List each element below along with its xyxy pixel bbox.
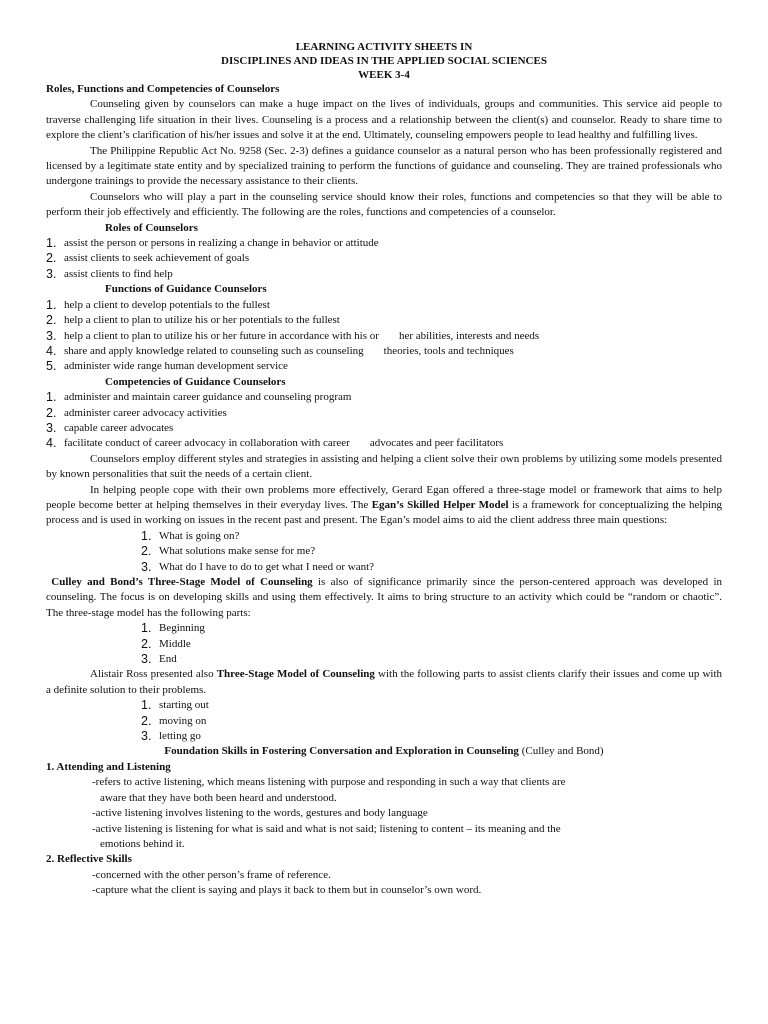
functions-heading: Functions of Guidance Counselors bbox=[105, 283, 267, 296]
culley-parts-list bbox=[46, 621, 722, 667]
roles-heading: Roles of Counselors bbox=[105, 221, 198, 234]
note-line: aware that they have both been heard and understood. bbox=[100, 791, 337, 804]
list-item: 4. facilitate conduct of career advocacy in collaboration with career advocates and peer facilitators bbox=[46, 436, 504, 451]
header-line-1: LEARNING ACTIVITY SHEETS IN bbox=[295, 41, 473, 53]
list-item: 1. Beginning bbox=[141, 621, 205, 636]
list-item: 1. What is going on? bbox=[141, 528, 240, 543]
list-item: 1. help a client to develop potentials to the fullest bbox=[46, 297, 270, 312]
list-item: 3. capable career advocates bbox=[46, 420, 174, 435]
skill-2-notes bbox=[46, 868, 722, 899]
header-line-3: WEEK 3-4 bbox=[358, 69, 410, 81]
foundation-heading: Foundation Skills in Fostering Conversation and Exploration in Counseling (Culley and Bond) bbox=[164, 745, 604, 758]
culley-paragraph: Culley and Bond’s Three-Stage Model of Counseling is also of significance primarily since the person-centered approach was developed in counseling. The focus is on developing skills and using them effectively. It aims to bring structure to an activity which could be “random or chaotic”. The three-stage model has the following parts: bbox=[46, 576, 722, 619]
intro-paragraph-1: Counseling given by counselors can make a huge impact on the lives of individuals, groups and communities. This service aid people to traverse challenging life situation in their lives. Counseling is a process and a relationship between the client(s) and counselor. Ready to share time to explore the client’s clarification of his/her issues and solve it at the end. Ultimately, counseling empowers people to lead healthy and fulfilling lives. bbox=[46, 98, 722, 142]
note-line: -active listening is listening for what is said and what is not said; listening to content – its meaning and the bbox=[92, 822, 561, 835]
egan-questions-list bbox=[46, 529, 722, 575]
list-item: 2. What solutions make sense for me? bbox=[141, 544, 316, 559]
list-item: 5. administer wide range human development service bbox=[46, 359, 288, 374]
list-item: 1. starting out bbox=[141, 698, 209, 713]
intro-paragraph-2: The Philippine Republic Act No. 9258 (Sec. 2-3) defines a guidance counselor as a natural person who has been professionally registered and licensed by a legitimate state entity and by specialized training to perform the functions of guidance and counseling. They are trained professionals who undergone trainings to provide the necessary assistance to their clients. bbox=[46, 144, 722, 188]
section-title: Roles, Functions and Competencies of Counselors bbox=[46, 83, 280, 95]
list-item: 3. What do I have to do to get what I need or want? bbox=[141, 559, 375, 574]
list-item: 3. letting go bbox=[141, 729, 201, 744]
ross-parts-list bbox=[46, 698, 722, 744]
egan-paragraph: In helping people cope with their own problems more effectively, Gerard Egan offered a three-stage model or framework that aims to help people become better at helping themselves in their everyday lives. The Egan’s Skilled Helper Model is a framework for conceptualizing the helping process and is used in working on issues in the recent past and present. The Egan’s model aims to aid the client address three main questions: bbox=[46, 483, 723, 527]
list-item: 1. administer and maintain career guidance and counseling program bbox=[46, 390, 352, 405]
list-item: 3. End bbox=[141, 652, 177, 667]
skill-1-notes bbox=[46, 775, 722, 852]
note-line: -capture what the client is saying and plays it back to them but in counselor’s own word. bbox=[92, 884, 482, 897]
note-line: -refers to active listening, which means listening with purpose and responding in such a way that clients are bbox=[92, 776, 566, 789]
list-item: 2. administer career advocacy activities bbox=[46, 405, 227, 420]
list-item: 2. help a client to plan to utilize his or her potentials to the fullest bbox=[46, 313, 340, 328]
skill-2-title: 2. Reflective Skills bbox=[46, 853, 132, 866]
list-item: 2. moving on bbox=[141, 713, 207, 728]
note-line: -concerned with the other person’s frame of reference. bbox=[92, 868, 331, 881]
header-line-2: DISCIPLINES AND IDEAS IN THE APPLIED SOCIAL SCIENCES bbox=[221, 55, 547, 67]
styles-paragraph: Counselors employ different styles and strategies in assisting and helping a client solve their own problems by utilizing some models presented by known personalities that suit the needs of a certain client. bbox=[46, 452, 722, 481]
list-item: 2. assist clients to seek achievement of goals bbox=[46, 251, 250, 266]
list-item: 2. Middle bbox=[141, 636, 191, 651]
competencies-heading: Competencies of Guidance Counselors bbox=[105, 375, 286, 388]
note-line: emotions behind it. bbox=[100, 837, 185, 850]
skill-1-title: 1. Attending and Listening bbox=[46, 760, 171, 773]
competencies-list bbox=[46, 390, 722, 452]
roles-list bbox=[46, 236, 722, 282]
document-page bbox=[46, 40, 722, 899]
intro-paragraph-3: Counselors who will play a part in the counseling service should know their roles, functions and competencies so that they will be able to perform their job effectively and efficiently. The following are the roles, functions and competencies of a counselor. bbox=[46, 190, 722, 219]
list-item: 4. share and apply knowledge related to counseling such as counseling theories, tools and techniques bbox=[46, 343, 514, 358]
note-line: -active listening involves listening to the words, gestures and body language bbox=[92, 807, 428, 820]
list-item: 1. assist the person or persons in realizing a change in behavior or attitude bbox=[46, 236, 379, 251]
functions-list bbox=[46, 298, 722, 375]
ross-paragraph: Alistair Ross presented also Three-Stage Model of Counseling with the following parts to assist clients clarify their issues and come up with a definite solution to their problems. bbox=[46, 668, 723, 696]
list-item: 3. help a client to plan to utilize his or her future in accordance with his or her abilities, interests and needs bbox=[46, 328, 540, 343]
list-item: 3. assist clients to find help bbox=[46, 266, 173, 281]
